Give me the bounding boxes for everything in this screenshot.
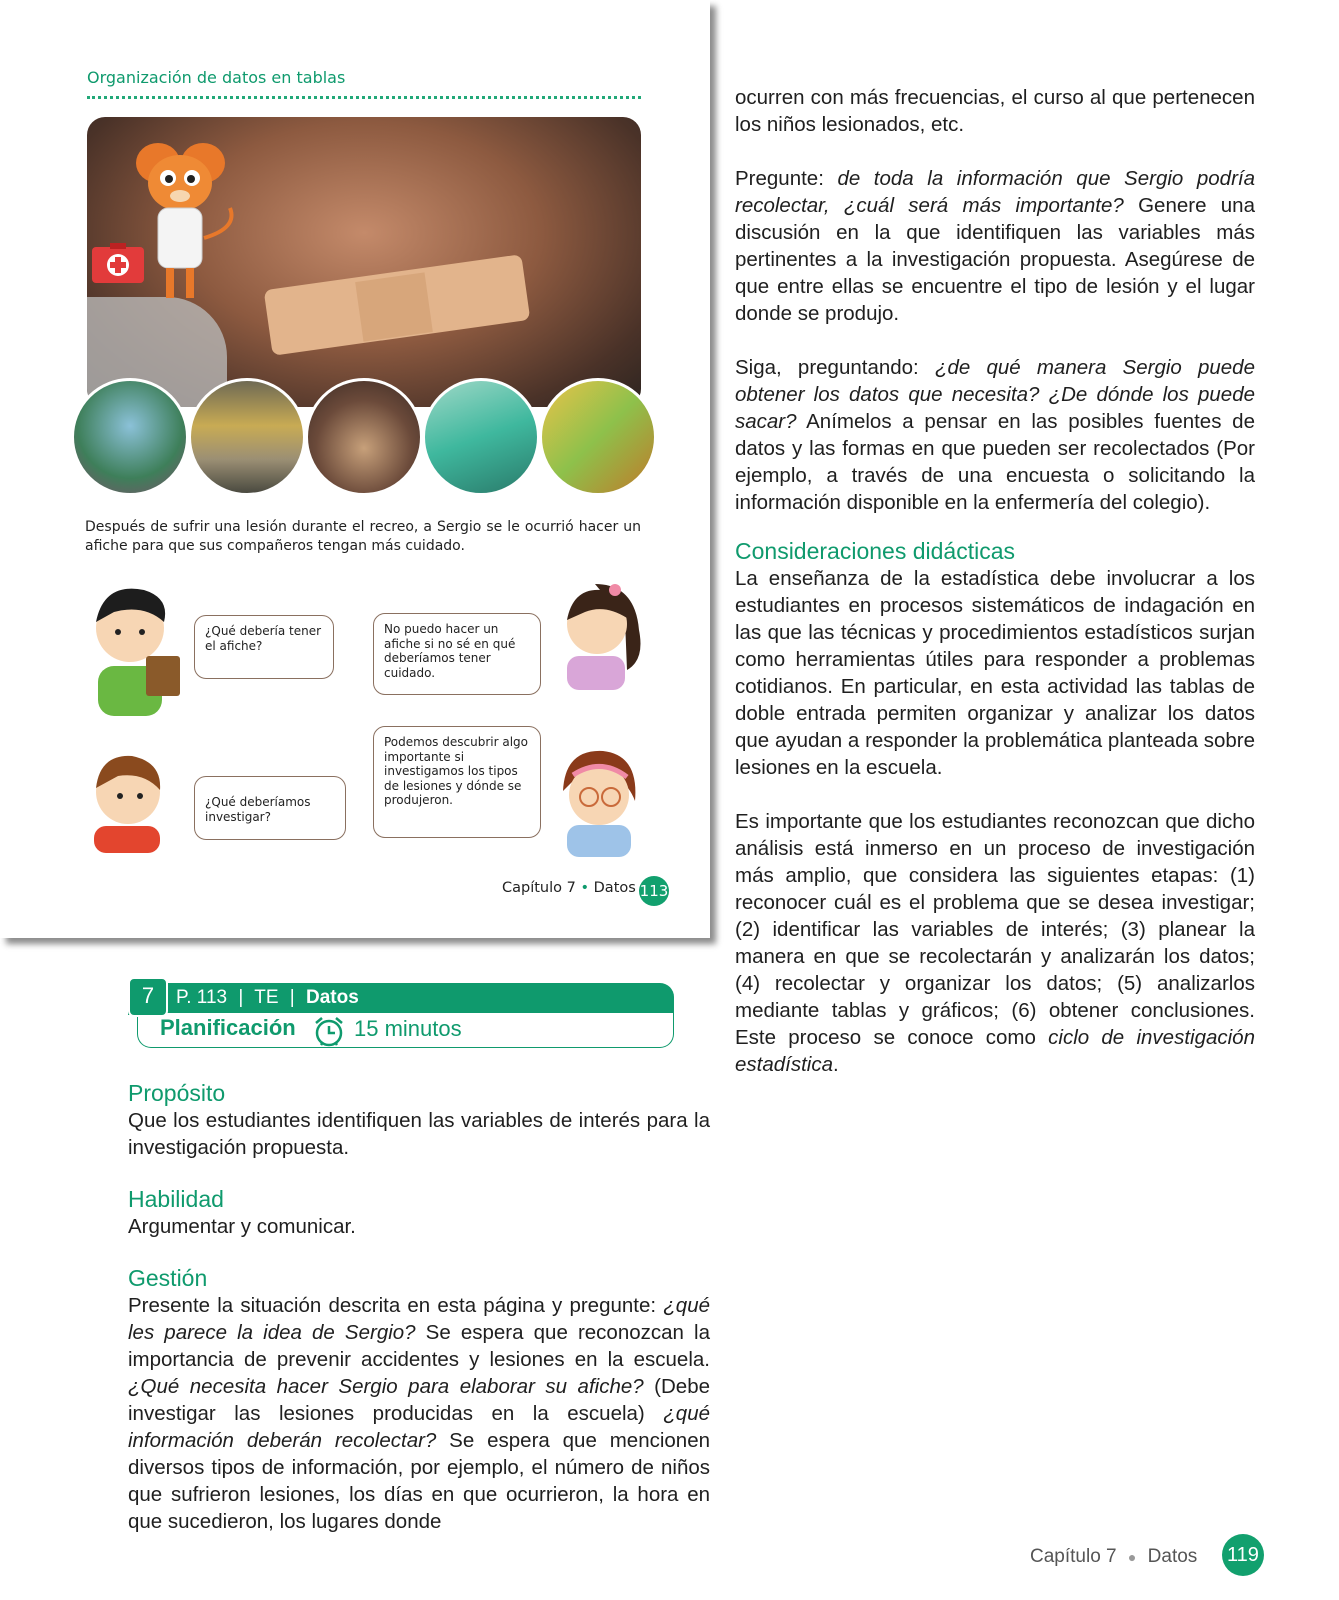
footer-topic: Datos (1147, 1546, 1198, 1567)
importante-emphasis: ciclo de investigación estadística (735, 1026, 1255, 1076)
planning-time: 15 minutos (354, 1016, 462, 1041)
playground-photo (71, 378, 189, 496)
proposito-text: Que los estudiantes identifiquen las variables de interés para la investigación propuesta. (128, 1109, 710, 1159)
sports-court-photo (422, 378, 540, 496)
pregunte-part-1: Pregunte: (735, 167, 838, 190)
importante-paragraph (735, 808, 1255, 1078)
student-page-number: 113 (639, 876, 669, 906)
banner-edition: TE (254, 987, 279, 1008)
gestion-question-1: ¿qué les parece la idea de Sergio? (128, 1294, 710, 1344)
student-footer-topic: Datos (593, 880, 636, 896)
hallway-photo (188, 378, 306, 496)
student-page-thumbnail (0, 0, 710, 938)
right-column (735, 84, 1255, 1078)
importante-part-1: Es importante que los estudiantes reconozcan que dicho análisis está inmerso en un proceso de investigación más amplio, que considera las siguientes etapas: (1) reconocer cuál es el problema que se desea investigar; (2) identificar las variables de interés; (3) planear la manera en que se recolectarán y analizarán los datos; (4) recolectar y organizar los datos; (5) analizarlos mediante tablas y gráficos; (6) obtener conclusiones. Este proceso se conoce como (735, 810, 1255, 1049)
girl-glasses-illustration (553, 745, 645, 857)
gestion-question-3: ¿qué información deberán recolectar? (128, 1402, 710, 1452)
student-page-header: Organización de datos en tablas (87, 68, 346, 87)
banner-topic: Datos (306, 987, 359, 1008)
boy-with-book-illustration (84, 582, 188, 722)
planning-title: Planificación (160, 1015, 296, 1040)
gestion-part-3: (Debe investigar las lesiones producidas en la escuela) (128, 1375, 711, 1425)
student-footer-sep: • (580, 880, 590, 896)
siga-question: ¿de qué manera Sergio puede obtener los datos que necesita? ¿De dónde los puede sacar? (735, 356, 1255, 433)
speech-bubble-1: ¿Qué debería tener el afiche? (194, 615, 334, 679)
first-aid-kit-icon (92, 243, 144, 283)
siga-part-2: Anímelos a pensar en las posibles fuentes de datos y las formas en que pueden ser recolectados (Por ejemplo, a través de una encuesta o solicitando la información disponible en la enfermería del colegio). (735, 410, 1255, 514)
planning-banner (128, 983, 674, 1049)
gestion-part-4: Se espera que mencionen diversos tipos de información, por ejemplo, el número de niños que sufrieron lesiones, los días en que ocurrieron, la hora en que sucedieron, los lugares donde (128, 1429, 711, 1533)
speech-bubble-4: Podemos descubrir algo importante si investigamos los tipos de lesiones y dónde se produjeron. (373, 726, 541, 838)
page-footer (1030, 1546, 1197, 1568)
pregunte-part-2: Genere una discusión en la que identifiquen las variables más pertinentes a la investigación propuesta. Asegúrese de que entre ellas se encuentre el tipo de lesión y el lugar donde se produjo. (735, 194, 1255, 325)
unit-number-badge: 7 (128, 977, 168, 1017)
girl-pigtails-illustration (555, 580, 645, 690)
left-column (128, 1080, 710, 1535)
stairs-photo (539, 378, 657, 496)
page-number: 119 (1222, 1534, 1264, 1576)
speech-bubble-3: ¿Qué deberíamos investigar? (194, 776, 346, 840)
banner-page-reference: P. 113 | TE | Datos (176, 987, 359, 1008)
habilidad-heading: Habilidad (128, 1186, 224, 1212)
consideraciones-text: La enseñanza de la estadística debe involucrar a los estudiantes en procesos sistemáticos de indagación en las que las técnicas y procedimientos estadísticos surjan como herramientas útiles para responder a problemas cotidianos. En particular, en esta actividad las tablas de doble entrada permiten organizar y analizar los datos que ayudan a responder la problemática planteada sobre lesiones en la escuela. (735, 567, 1255, 779)
speech-bubble-2: No puedo hacer un afiche si no sé en qué deberíamos tener cuidado. (373, 613, 541, 695)
siga-paragraph (735, 354, 1255, 516)
continuation-text: ocurren con más frecuencias, el curso al que pertenecen los niños lesionados, etc. (735, 86, 1255, 136)
boy-thinking-illustration (84, 748, 174, 853)
classroom-photo (305, 378, 423, 496)
habilidad-text: Argumentar y comunicar. (128, 1215, 356, 1238)
alarm-clock-icon (312, 1015, 346, 1047)
gestion-question-2: ¿Qué necesita hacer Sergio para elaborar su afiche? (128, 1375, 644, 1398)
student-footer-chapter: Capítulo 7 (502, 880, 576, 896)
siga-part-1: Siga, preguntando: (735, 356, 935, 379)
importante-part-2: . (833, 1053, 839, 1076)
gestion-part-1: Presente la situación descrita en esta página y pregunte: (128, 1294, 664, 1317)
gestion-text (128, 1292, 710, 1535)
gestion-part-2: Se espera que reconozcan la importancia de prevenir accidentes y lesiones en la escuela. (128, 1321, 710, 1371)
pregunte-question: de toda la información que Sergio podría recolectar, ¿cuál será más importante? (735, 167, 1255, 217)
gestion-heading: Gestión (128, 1265, 208, 1291)
banner-page-ref: P. 113 (176, 987, 228, 1008)
proposito-heading: Propósito (128, 1080, 226, 1106)
footer-chapter: Capítulo 7 (1030, 1546, 1117, 1567)
student-page-intro: Después de sufrir una lesión durante el recreo, a Sergio se le ocurrió hacer un afiche para que sus compañeros tengan más cuidado. (85, 519, 641, 554)
footer-separator: ● (1127, 1549, 1137, 1565)
student-page-footer (502, 880, 636, 896)
dotted-divider (87, 96, 641, 99)
pregunte-paragraph (735, 165, 1255, 327)
consideraciones-heading: Consideraciones didácticas (735, 538, 1015, 564)
